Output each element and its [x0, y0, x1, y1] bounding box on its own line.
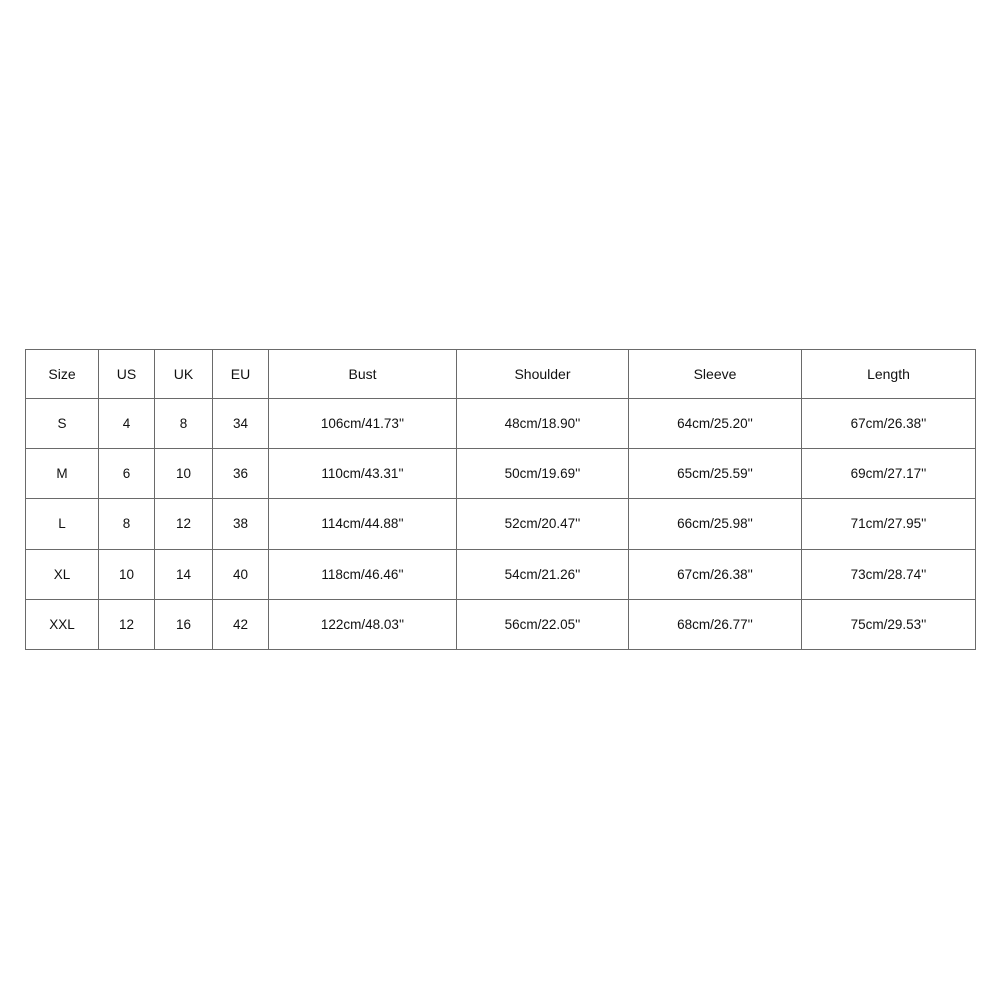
- cell-sleeve: 66cm/25.98'': [629, 499, 802, 549]
- cell-bust: 106cm/41.73'': [269, 399, 457, 449]
- cell-shoulder: 52cm/20.47'': [457, 499, 629, 549]
- cell-size: XL: [26, 549, 99, 599]
- cell-uk: 12: [155, 499, 213, 549]
- cell-us: 12: [99, 599, 155, 649]
- cell-uk: 8: [155, 399, 213, 449]
- cell-bust: 118cm/46.46'': [269, 549, 457, 599]
- cell-eu: 38: [213, 499, 269, 549]
- cell-sleeve: 67cm/26.38'': [629, 549, 802, 599]
- table-row: [26, 599, 976, 649]
- cell-eu: 34: [213, 399, 269, 449]
- cell-us: 4: [99, 399, 155, 449]
- cell-length: 67cm/26.38'': [802, 399, 976, 449]
- cell-length: 73cm/28.74'': [802, 549, 976, 599]
- header-row: [26, 350, 976, 399]
- header-uk: UK: [155, 350, 213, 399]
- cell-bust: 114cm/44.88'': [269, 499, 457, 549]
- cell-us: 6: [99, 449, 155, 499]
- header-eu: EU: [213, 350, 269, 399]
- table-row: [26, 499, 976, 549]
- cell-eu: 42: [213, 599, 269, 649]
- cell-sleeve: 68cm/26.77'': [629, 599, 802, 649]
- cell-us: 10: [99, 549, 155, 599]
- cell-uk: 16: [155, 599, 213, 649]
- cell-size: XXL: [26, 599, 99, 649]
- cell-shoulder: 54cm/21.26'': [457, 549, 629, 599]
- header-bust: Bust: [269, 350, 457, 399]
- cell-shoulder: 56cm/22.05'': [457, 599, 629, 649]
- cell-us: 8: [99, 499, 155, 549]
- cell-eu: 40: [213, 549, 269, 599]
- cell-bust: 122cm/48.03'': [269, 599, 457, 649]
- cell-size: L: [26, 499, 99, 549]
- cell-length: 71cm/27.95'': [802, 499, 976, 549]
- header-length: Length: [802, 350, 976, 399]
- header-sleeve: Sleeve: [629, 350, 802, 399]
- cell-uk: 14: [155, 549, 213, 599]
- cell-size: S: [26, 399, 99, 449]
- header-size: Size: [26, 350, 99, 399]
- cell-bust: 110cm/43.31'': [269, 449, 457, 499]
- cell-size: M: [26, 449, 99, 499]
- cell-shoulder: 48cm/18.90'': [457, 399, 629, 449]
- cell-length: 69cm/27.17'': [802, 449, 976, 499]
- size-chart-table: [25, 349, 976, 650]
- header-shoulder: Shoulder: [457, 350, 629, 399]
- table-row: [26, 549, 976, 599]
- cell-sleeve: 64cm/25.20'': [629, 399, 802, 449]
- cell-eu: 36: [213, 449, 269, 499]
- table-row: [26, 399, 976, 449]
- cell-uk: 10: [155, 449, 213, 499]
- header-us: US: [99, 350, 155, 399]
- table-row: [26, 449, 976, 499]
- cell-shoulder: 50cm/19.69'': [457, 449, 629, 499]
- cell-sleeve: 65cm/25.59'': [629, 449, 802, 499]
- cell-length: 75cm/29.53'': [802, 599, 976, 649]
